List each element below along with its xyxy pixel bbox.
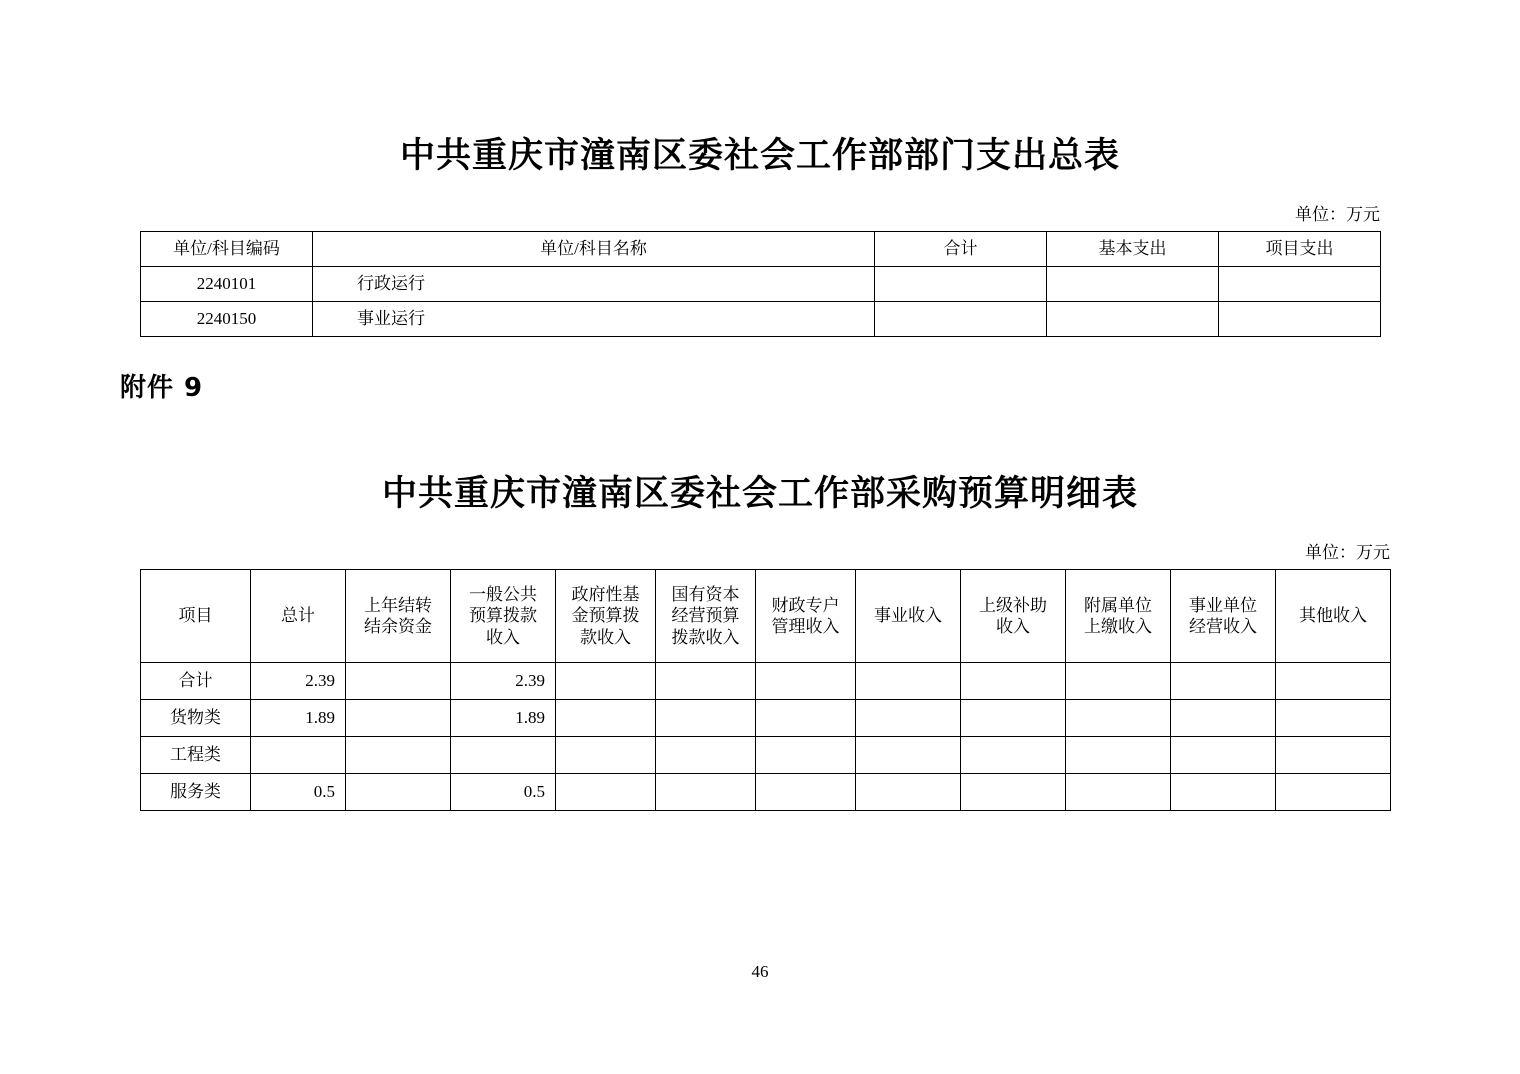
header-line: 上年结转: [364, 595, 432, 615]
table-row: [141, 302, 1381, 337]
procurement-budget-table: [140, 569, 1391, 811]
column-header-state-capital: [656, 570, 756, 663]
cell-code: 2240101: [141, 267, 313, 302]
cell-basic: [1047, 267, 1219, 302]
cell-total: 0.5: [251, 774, 346, 811]
header-line: 其他收入: [1299, 606, 1367, 626]
table-header-row: [141, 570, 1391, 663]
cell-name: 行政运行: [313, 267, 875, 302]
cell-subordinate-paid: [1066, 700, 1171, 737]
cell-project: [1219, 302, 1381, 337]
column-header-operating-income: [1171, 570, 1276, 663]
header-line: 附属单位: [1084, 595, 1152, 615]
cell-total: [875, 302, 1047, 337]
header-line: 款收入: [580, 627, 631, 647]
column-header-name: 单位/科目名称: [313, 232, 875, 267]
cell-operating-income: [1171, 700, 1276, 737]
cell-code: 2240150: [141, 302, 313, 337]
cell-superior-subsidy: [961, 700, 1066, 737]
header-line: 拨款收入: [671, 627, 740, 647]
cell-total: [875, 267, 1047, 302]
header-line: 经营收入: [1189, 617, 1257, 636]
header-line: 预算拨款: [469, 606, 537, 626]
table-row: [141, 774, 1391, 811]
column-header-subordinate-paid: [1066, 570, 1171, 663]
table-row: [141, 737, 1391, 774]
cell-general-budget: 1.89: [451, 700, 556, 737]
cell-total: [251, 737, 346, 774]
header-line: 总计: [281, 606, 315, 626]
cell-item: 服务类: [141, 774, 251, 811]
header-line: 经营预算: [671, 606, 740, 626]
attachment-label: 附件 9: [120, 373, 204, 403]
cell-business-income: [856, 737, 961, 774]
header-line: 国有资本: [671, 585, 740, 605]
department-expenditure-table: [140, 231, 1381, 337]
cell-other-income: [1276, 737, 1391, 774]
header-line: 事业单位: [1189, 595, 1257, 615]
column-header-business-income: [856, 570, 961, 663]
header-line: 财政专户: [771, 595, 840, 615]
header-line: 收入: [486, 627, 520, 647]
header-line: 结余资金: [364, 617, 432, 636]
cell-superior-subsidy: [961, 774, 1066, 811]
cell-fiscal-account: [756, 700, 856, 737]
cell-business-income: [856, 663, 961, 700]
header-line: 上级补助: [979, 595, 1047, 615]
cell-total: 2.39: [251, 663, 346, 700]
cell-fiscal-account: [756, 774, 856, 811]
cell-basic: [1047, 302, 1219, 337]
column-header-fiscal-account: [756, 570, 856, 663]
cell-gov-fund: [556, 700, 656, 737]
cell-operating-income: [1171, 774, 1276, 811]
cell-other-income: [1276, 774, 1391, 811]
column-header-general-budget: [451, 570, 556, 663]
cell-fiscal-account: [756, 737, 856, 774]
table-row: [141, 267, 1381, 302]
table-row: [141, 663, 1391, 700]
cell-carryover: [346, 700, 451, 737]
cell-carryover: [346, 774, 451, 811]
cell-business-income: [856, 774, 961, 811]
header-line: 上缴收入: [1084, 617, 1152, 636]
cell-carryover: [346, 663, 451, 700]
cell-total: 1.89: [251, 700, 346, 737]
table-header-row: [141, 232, 1381, 267]
column-header-other-income: [1276, 570, 1391, 663]
cell-other-income: [1276, 700, 1391, 737]
cell-item: 工程类: [141, 737, 251, 774]
column-header-total: 合计: [875, 232, 1047, 267]
column-header-total: [251, 570, 346, 663]
table-row: [141, 700, 1391, 737]
header-line: 管理收入: [771, 617, 840, 636]
cell-operating-income: [1171, 737, 1276, 774]
cell-subordinate-paid: [1066, 774, 1171, 811]
cell-general-budget: [451, 737, 556, 774]
header-line: 一般公共: [469, 585, 537, 605]
cell-state-capital: [656, 700, 756, 737]
cell-gov-fund: [556, 737, 656, 774]
column-header-item: [141, 570, 251, 663]
column-header-gov-fund: [556, 570, 656, 663]
cell-general-budget: 0.5: [451, 774, 556, 811]
cell-superior-subsidy: [961, 737, 1066, 774]
column-header-basic: 基本支出: [1047, 232, 1219, 267]
column-header-carryover: [346, 570, 451, 663]
cell-state-capital: [656, 663, 756, 700]
header-line: 事业收入: [874, 606, 942, 626]
cell-state-capital: [656, 737, 756, 774]
cell-gov-fund: [556, 774, 656, 811]
cell-project: [1219, 267, 1381, 302]
page-number: 46: [751, 962, 769, 981]
header-line: 政府性基: [571, 585, 640, 605]
cell-item: 货物类: [141, 700, 251, 737]
cell-gov-fund: [556, 663, 656, 700]
section2-title: 中共重庆市潼南区委社会工作部采购预算明细表: [381, 474, 1138, 513]
cell-superior-subsidy: [961, 663, 1066, 700]
cell-subordinate-paid: [1066, 663, 1171, 700]
header-line: 项目: [178, 606, 213, 626]
cell-subordinate-paid: [1066, 737, 1171, 774]
column-header-project: 项目支出: [1219, 232, 1381, 267]
cell-item: 合计: [141, 663, 251, 700]
cell-general-budget: 2.39: [451, 663, 556, 700]
section2-unit-note: 单位：万元: [1305, 543, 1390, 562]
cell-fiscal-account: [756, 663, 856, 700]
header-line: 收入: [996, 617, 1030, 636]
cell-business-income: [856, 700, 961, 737]
cell-operating-income: [1171, 663, 1276, 700]
cell-carryover: [346, 737, 451, 774]
cell-other-income: [1276, 663, 1391, 700]
section1-unit-note: 单位：万元: [1295, 205, 1380, 224]
section1-title: 中共重庆市潼南区委社会工作部部门支出总表: [399, 136, 1120, 175]
cell-name: 事业运行: [313, 302, 875, 337]
column-header-code: 单位/科目编码: [141, 232, 313, 267]
cell-state-capital: [656, 774, 756, 811]
header-line: 金预算拨: [571, 606, 640, 626]
column-header-superior-subsidy: [961, 570, 1066, 663]
